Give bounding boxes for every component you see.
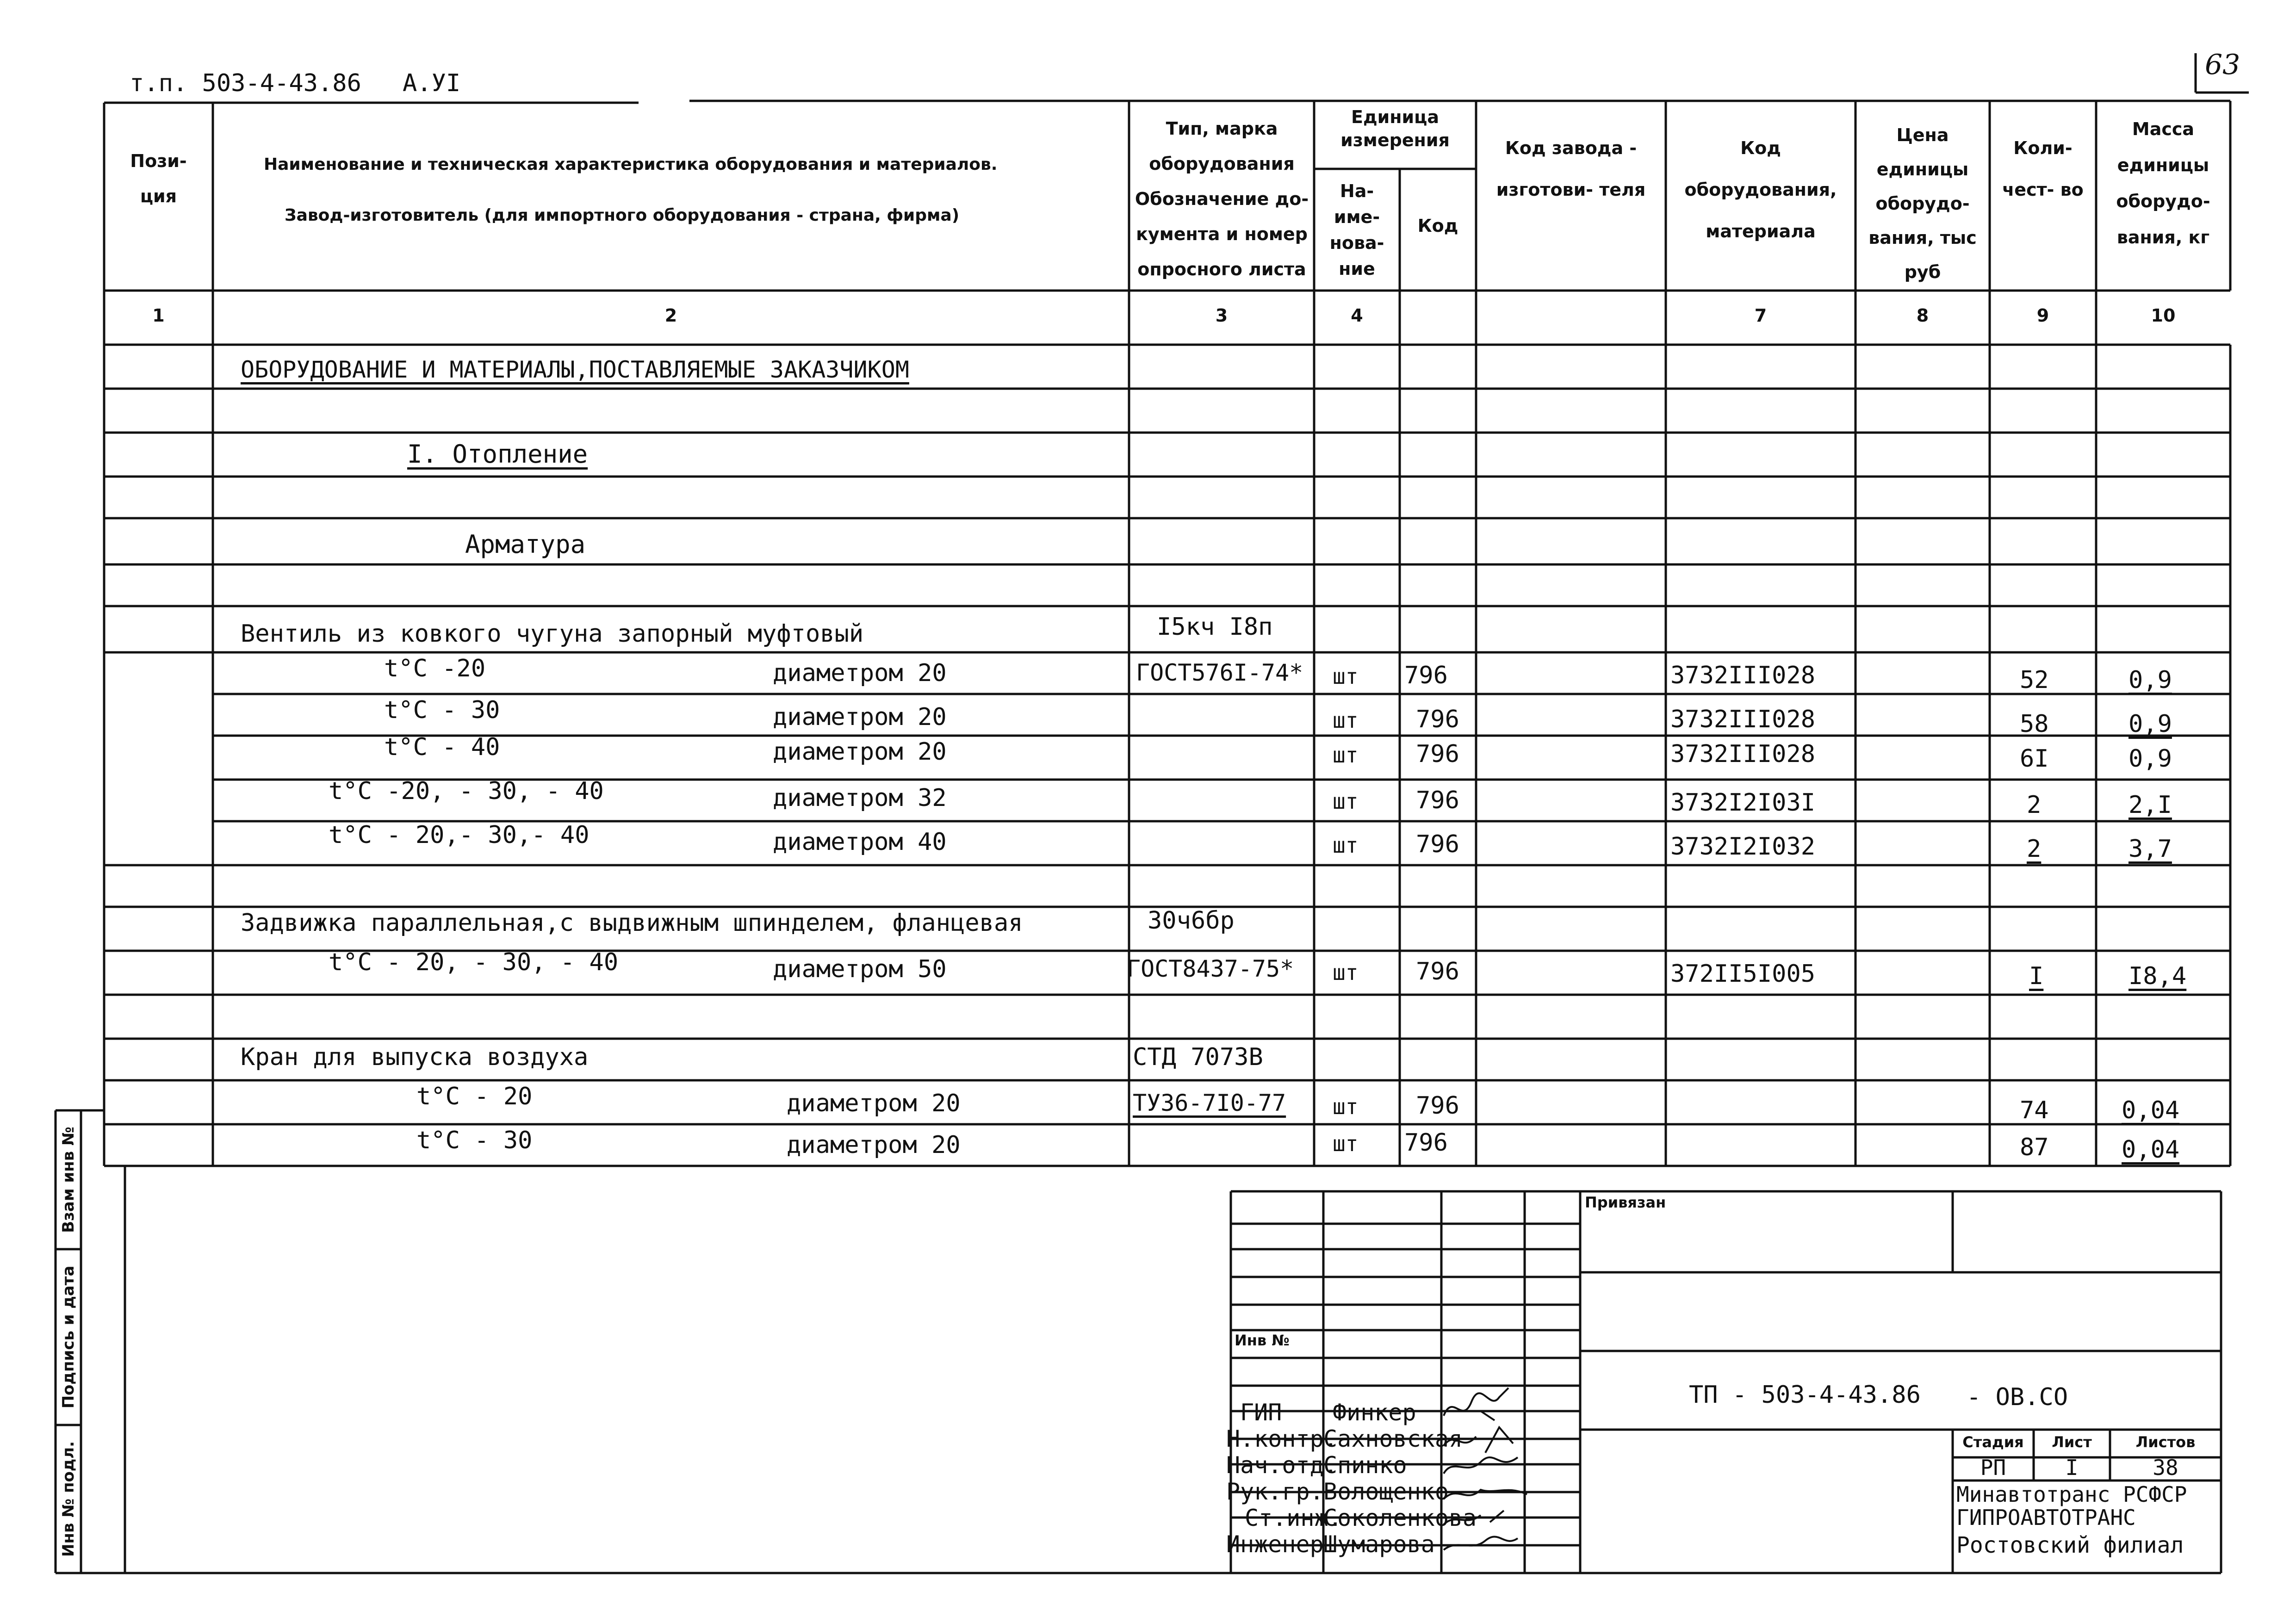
crane-type: СТД 7073В — [1133, 1043, 1263, 1071]
row-qty: 58 — [2020, 710, 2049, 738]
gate-type: 30ч6бр — [1148, 907, 1235, 935]
row-temp: t°С - 30 — [416, 1127, 533, 1154]
row-equip-code: 3732III028 — [1670, 662, 1816, 689]
row-diameter: диаметром 50 — [773, 955, 947, 983]
row-temp: t°С - 20, - 30, - 40 — [329, 948, 619, 976]
row-unit: шт — [1333, 833, 1359, 858]
col-num-8: 8 — [1916, 305, 1929, 326]
row-qty: 74 — [2020, 1096, 2049, 1124]
row-equip-code: 372II5I005 — [1670, 960, 1816, 988]
stamp-role-st-inzh: Ст.инж. — [1245, 1505, 1342, 1531]
row-diameter: диаметром 20 — [773, 659, 947, 687]
margin-podpis-data: Подпись и дата — [59, 1265, 78, 1409]
subsection-text: I. Отопление — [407, 440, 588, 469]
header-qty: Коли- чест- во — [2002, 138, 2084, 200]
row-qty: 52 — [2020, 666, 2049, 694]
header-plant-code: Код завода - изготови- теля — [1496, 138, 1646, 200]
row-code: 796 — [1416, 706, 1459, 733]
header-name-line1: Наименование и техническая характеристика оборудования и материалов. — [264, 155, 998, 174]
row-qty: 2 — [2027, 791, 2042, 819]
stamp-name-sokolenkova: Соколенкова — [1323, 1505, 1477, 1531]
stamp-signatures — [1434, 1383, 1555, 1559]
col-num-7: 7 — [1754, 305, 1767, 326]
row-mass: 0,04 — [2122, 1136, 2180, 1164]
row-diameter: диаметром 20 — [787, 1131, 961, 1159]
header-name-line2: Завод-изготовитель (для импортного оборудования - страна, фирма) — [285, 206, 960, 225]
header-unit: Единица измерения — [1340, 107, 1450, 150]
stamp-role-ruk-gr: Рук.гр. — [1226, 1478, 1324, 1505]
stamp-org-1: Минавтотранс РСФСР — [1956, 1482, 2187, 1507]
row-mass: 0,9 — [2128, 745, 2172, 773]
row-temp: t°С - 30 — [384, 696, 500, 724]
row-temp: t°С - 20 — [416, 1083, 533, 1110]
valve-type: I5кч I8п — [1157, 613, 1273, 641]
header-unit-code: Код — [1417, 216, 1458, 236]
stamp-name-shumarova: Шумарова — [1323, 1531, 1435, 1558]
header-equip-code: Код оборудования, материала — [1684, 138, 1837, 242]
row-temp: t°С -20 — [384, 655, 486, 682]
row-unit: шт — [1333, 1094, 1359, 1119]
row-unit: шт — [1333, 708, 1359, 733]
stamp-sheet-label: Лист — [2052, 1433, 2092, 1451]
stamp-stage-label: Стадия — [1962, 1433, 2024, 1451]
row-equip-code: 3732III028 — [1670, 740, 1816, 768]
row-mass: 3,7 — [2128, 835, 2172, 863]
row-code: 796 — [1416, 958, 1459, 985]
row-qty: 6I — [2020, 745, 2049, 773]
row-code: 796 — [1416, 1092, 1459, 1120]
row-code: 796 — [1404, 662, 1448, 689]
subsection-title — [407, 440, 588, 469]
row-equip-code: 3732III028 — [1670, 706, 1816, 733]
row-code: 796 — [1404, 1129, 1448, 1157]
margin-vzam-inv: Взам инв № — [59, 1127, 78, 1233]
header-price: Цена единицы оборудо- вания, тыс руб — [1868, 125, 1977, 282]
stamp-org-2: ГИПРОАВТОТРАНС — [1956, 1505, 2136, 1530]
row-qty: I — [2029, 962, 2044, 990]
doc-ref: т.п. 503-4-43.86 — [130, 69, 361, 97]
row-diameter: диаметром 40 — [773, 828, 947, 856]
stamp-role-inzhener: Инженер — [1226, 1531, 1324, 1558]
row-code: 796 — [1416, 787, 1459, 814]
stamp-name-voloshchenko: Волощенко — [1323, 1478, 1449, 1505]
stamp-name-finker: Финкер — [1333, 1399, 1416, 1426]
group-title: Арматура — [465, 530, 586, 559]
row-doc: ТУ36-7I0-77 — [1133, 1090, 1286, 1116]
gate-title: Задвижка параллельная,с выдвижным шпинделем, фланцевая — [241, 909, 1023, 937]
row-temp: t°С - 40 — [384, 733, 500, 761]
row-unit: шт — [1333, 743, 1359, 768]
header-type: Тип, марка оборудования Обозначение до- кумента и номер опросного листа — [1135, 118, 1309, 279]
margin-inv-podl: Инв № подл. — [59, 1441, 78, 1557]
row-diameter: диаметром 20 — [773, 738, 947, 766]
col-num-10: 10 — [2151, 305, 2176, 326]
crane-title: Кран для выпуска воздуха — [241, 1043, 589, 1071]
row-unit: шт — [1333, 789, 1359, 814]
stamp-name-sakhnovskaya: Сахновская — [1323, 1425, 1463, 1452]
col-num-2: 2 — [664, 305, 677, 326]
stamp-role-n-kontr: Н.контр. — [1226, 1425, 1338, 1452]
row-equip-code: 3732I2I03I — [1670, 789, 1816, 817]
col-num-4: 4 — [1351, 305, 1363, 326]
row-unit: шт — [1333, 1131, 1359, 1156]
row-qty: 87 — [2020, 1134, 2049, 1161]
page-number: 63 — [2205, 49, 2240, 81]
valve-title: Вентиль из ковкого чугуна запорный муфтовый — [241, 620, 864, 648]
row-unit: шт — [1333, 960, 1359, 985]
row-doc: ГОСТ8437-75* — [1127, 955, 1294, 982]
row-temp: t°С -20, - 30, - 40 — [329, 777, 604, 805]
row-temp: t°С - 20,- 30,- 40 — [329, 821, 590, 849]
row-diameter: диаметром 32 — [773, 784, 947, 812]
col-num-1: 1 — [152, 305, 165, 326]
row-mass: 2,I — [2128, 791, 2172, 819]
row-code: 796 — [1416, 740, 1459, 768]
row-mass: 0,04 — [2122, 1096, 2180, 1124]
stamp-sheet: I — [2065, 1455, 2079, 1480]
header-mass: Масса единицы оборудо- вания, кг — [2116, 119, 2210, 248]
row-unit: шт — [1333, 664, 1359, 689]
row-doc: ГОСТ576I-74* — [1136, 659, 1303, 686]
stamp-role-gip: ГИП — [1240, 1399, 1282, 1426]
row-equip-code: 3732I2I032 — [1670, 833, 1816, 861]
section-title: ОБОРУДОВАНИЕ И МАТЕРИАЛЫ,ПОСТАВЛЯЕМЫЕ ЗАКАЗЧИКОМ — [241, 356, 909, 383]
row-diameter: диаметром 20 — [787, 1090, 961, 1117]
row-code: 796 — [1416, 830, 1459, 858]
stamp-name-spinko: Спинко — [1323, 1452, 1407, 1479]
header-unit-name: На- име- нова- ние — [1329, 181, 1384, 279]
stamp-stage: РП — [1980, 1455, 2006, 1480]
header-position: Пози- ция — [130, 151, 187, 206]
col-num-3: 3 — [1215, 305, 1228, 326]
stamp-doc-suffix: - ОВ.СО — [1967, 1383, 2068, 1411]
stamp-role-nach-otd: Нач.отд. — [1226, 1452, 1338, 1479]
row-diameter: диаметром 20 — [773, 703, 947, 731]
row-mass: 0,9 — [2128, 666, 2172, 694]
stamp-sheets-label: Листов — [2135, 1433, 2196, 1451]
row-mass: I8,4 — [2128, 962, 2187, 990]
stamp-inv-no: Инв № — [1235, 1332, 1290, 1349]
col-num-9: 9 — [2036, 305, 2049, 326]
album: А.УI — [403, 69, 461, 97]
row-qty: 2 — [2027, 835, 2042, 863]
stamp-doc-code: ТП - 503-4-43.86 — [1689, 1381, 1921, 1409]
stamp-org-3: Ростовский филиал — [1956, 1532, 2184, 1558]
stamp-privyazan: Привязан — [1585, 1194, 1666, 1211]
stamp-sheets: 38 — [2153, 1455, 2178, 1480]
row-mass: 0,9 — [2128, 710, 2172, 738]
